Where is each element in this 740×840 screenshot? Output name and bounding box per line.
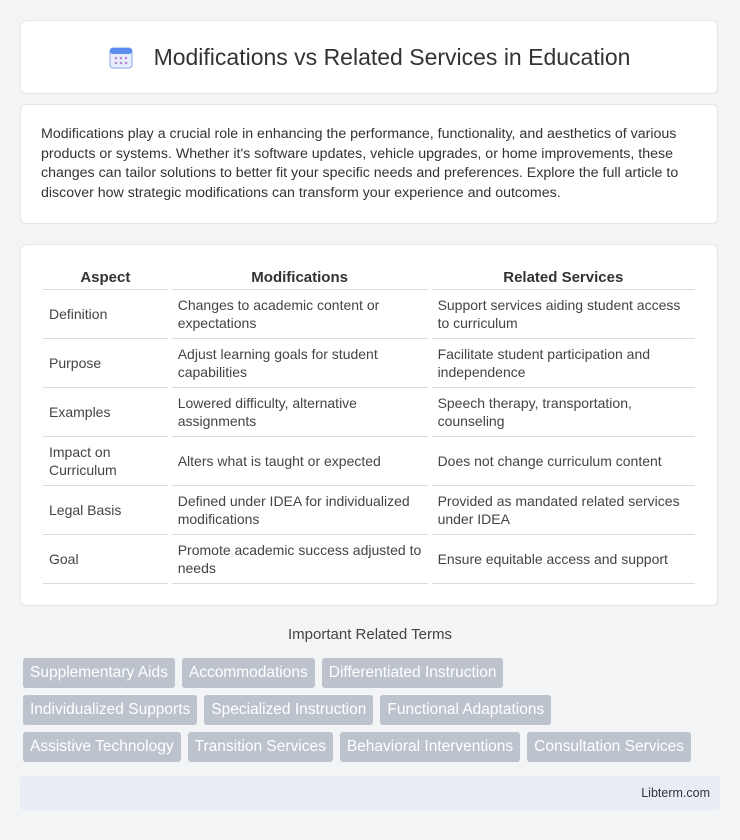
intro-text: Modifications play a crucial role in enhancing the performance, functionality, and aesthetics of various products or systems. Whether it's software updates, vehicle upgrades, or home improvements, these changes can tailor solutions to better fit your specific needs and preferences. Explore the full article to discover how strategic modifications can transform your experience and outcomes. — [41, 126, 679, 201]
comparison-table-card — [20, 244, 718, 606]
term-tag[interactable]: Differentiated Instruction — [322, 658, 504, 688]
related-terms-heading: Important Related Terms — [288, 626, 452, 643]
term-tag[interactable]: Functional Adaptations — [380, 695, 551, 725]
table-cell-related-services: Support services aiding student access to curriculum — [432, 290, 695, 339]
term-tag[interactable]: Consultation Services — [527, 732, 691, 762]
table-cell-aspect: Impact on Curriculum — [43, 437, 168, 486]
term-tag[interactable]: Transition Services — [188, 732, 333, 762]
table-row — [43, 437, 695, 486]
related-terms — [23, 658, 723, 769]
table-cell-related-services: Facilitate student participation and independence — [432, 339, 695, 388]
calendar-icon — [108, 44, 134, 70]
intro-card — [20, 104, 718, 224]
table-row — [43, 290, 695, 339]
table-row — [43, 388, 695, 437]
table-cell-related-services: Ensure equitable access and support — [432, 535, 695, 584]
table-cell-modifications: Defined under IDEA for individualized modifications — [172, 486, 428, 535]
column-header-modifications: Modifications — [172, 267, 428, 290]
table-cell-aspect: Definition — [43, 290, 168, 339]
table-row — [43, 486, 695, 535]
title-card — [20, 20, 718, 94]
table-cell-aspect: Goal — [43, 535, 168, 584]
term-tag[interactable]: Behavioral Interventions — [340, 732, 520, 762]
table-cell-modifications: Changes to academic content or expectations — [172, 290, 428, 339]
comparison-table — [39, 267, 699, 584]
table-cell-modifications: Lowered difficulty, alternative assignments — [172, 388, 428, 437]
column-header-aspect: Aspect — [43, 267, 168, 290]
table-cell-aspect: Legal Basis — [43, 486, 168, 535]
term-row — [23, 732, 723, 762]
term-tag[interactable]: Supplementary Aids — [23, 658, 175, 688]
table-cell-modifications: Adjust learning goals for student capabilities — [172, 339, 428, 388]
table-cell-modifications: Alters what is taught or expected — [172, 437, 428, 486]
table-cell-aspect: Purpose — [43, 339, 168, 388]
column-header-related-services: Related Services — [432, 267, 695, 290]
page-title: Modifications vs Related Services in Education — [153, 43, 631, 70]
term-tag[interactable]: Specialized Instruction — [204, 695, 373, 725]
table-cell-related-services: Does not change curriculum content — [432, 437, 695, 486]
term-tag[interactable]: Assistive Technology — [23, 732, 181, 762]
table-cell-modifications: Promote academic success adjusted to needs — [172, 535, 428, 584]
table-cell-related-services: Provided as mandated related services under IDEA — [432, 486, 695, 535]
footer — [20, 776, 720, 810]
table-header-row — [43, 267, 695, 290]
term-tag[interactable]: Accommodations — [182, 658, 315, 688]
table-row — [43, 535, 695, 584]
table-cell-related-services: Speech therapy, transportation, counseling — [432, 388, 695, 437]
table-cell-aspect: Examples — [43, 388, 168, 437]
term-row — [23, 695, 723, 725]
footer-site-link[interactable]: Libterm.com — [641, 786, 710, 800]
table-row — [43, 339, 695, 388]
term-row — [23, 658, 723, 688]
term-tag[interactable]: Individualized Supports — [23, 695, 197, 725]
